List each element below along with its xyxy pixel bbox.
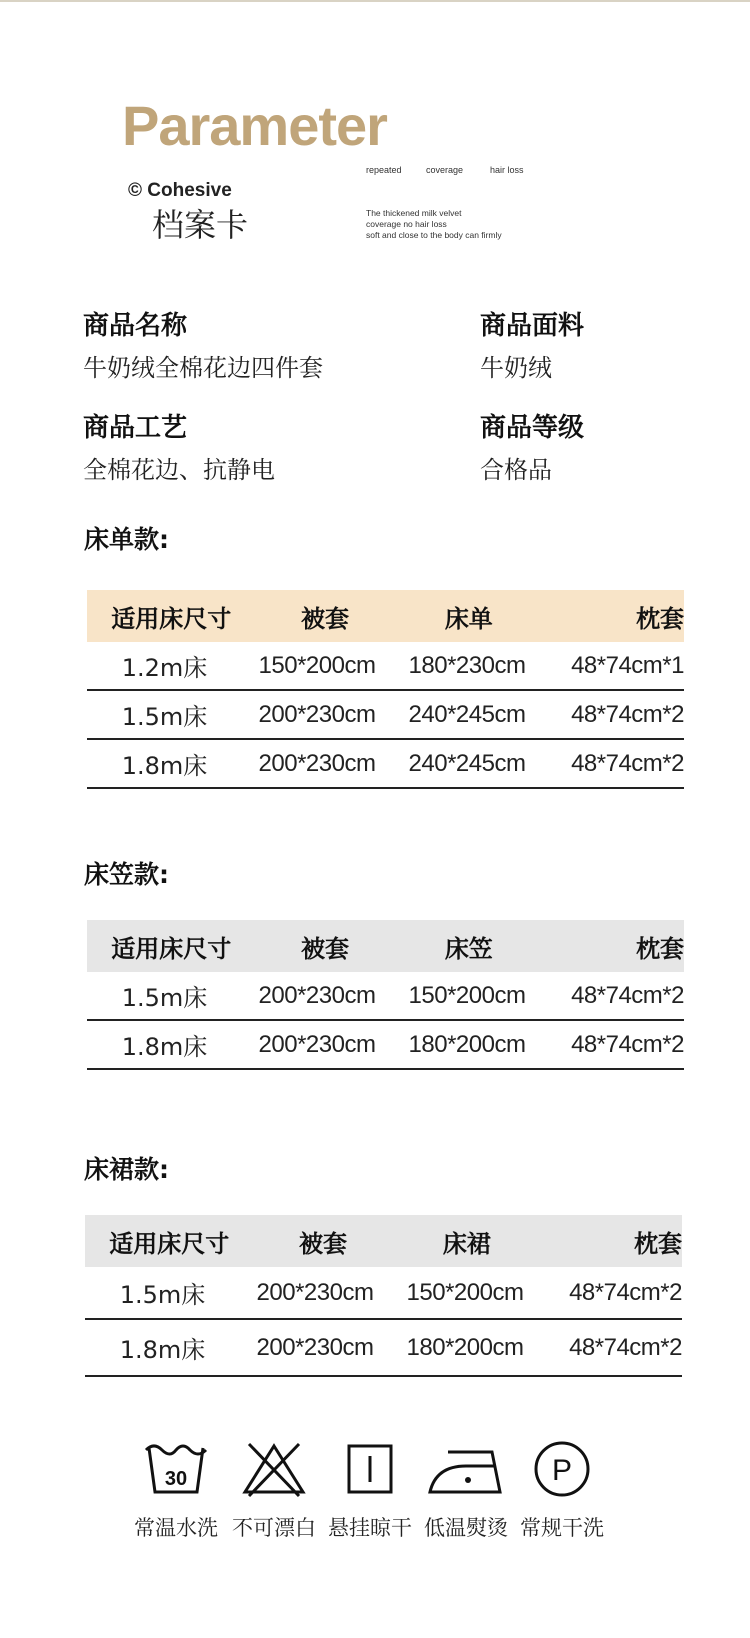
table-row — [87, 740, 684, 789]
care-label: 悬挂晾干 — [328, 1516, 412, 1540]
info-value: 全棉花边、抗静电 — [83, 456, 275, 484]
table-cell: 48*74cm*2 — [571, 749, 684, 777]
table-row — [85, 1267, 682, 1320]
table-cell: 200*230cm — [258, 700, 376, 728]
table-cell: 150*200cm — [406, 1278, 524, 1306]
table-row — [87, 642, 684, 691]
table-cell: 200*230cm — [258, 749, 376, 777]
table-cell: 48*74cm*2 — [569, 1333, 682, 1361]
size-table-skirt — [85, 1215, 682, 1377]
table-row — [87, 972, 684, 1021]
section-title-fitted: 床笠款: — [84, 860, 169, 889]
info-label: 商品名称 — [83, 311, 188, 341]
header-cell: 床笠 — [444, 934, 493, 963]
dry-clean-p-icon — [529, 1440, 595, 1498]
info-label: 商品面料 — [480, 311, 585, 341]
info-craft — [83, 407, 275, 485]
wash-30-icon — [143, 1440, 209, 1498]
info-value: 合格品 — [480, 456, 552, 484]
table-row — [85, 1320, 682, 1377]
description-line: coverage no hair loss — [366, 219, 447, 229]
hang-dry-icon — [337, 1440, 403, 1498]
wash-temperature: 30 — [164, 1468, 188, 1490]
care-label: 常温水洗 — [134, 1516, 218, 1540]
info-value: 牛奶绒全棉花边四件套 — [83, 354, 323, 382]
page-title: Parameter — [122, 94, 387, 157]
no-bleach-icon — [241, 1440, 307, 1498]
table-cell: 48*74cm*2 — [571, 1030, 684, 1058]
care-label: 低温熨烫 — [424, 1516, 508, 1540]
care-iron — [416, 1440, 516, 1542]
table-cell: 180*230cm — [408, 651, 526, 679]
info-fabric — [480, 305, 584, 383]
info-value: 牛奶绒 — [480, 354, 552, 382]
size-table-fitted — [87, 920, 684, 1070]
table-header — [87, 590, 684, 642]
care-wash — [126, 1440, 226, 1542]
table-cell: 48*74cm*1 — [571, 651, 684, 679]
info-grade — [480, 407, 584, 485]
brand-name: © Cohesive — [128, 180, 232, 201]
low-iron-icon — [426, 1440, 506, 1498]
section-title-sheet: 床单款: — [84, 525, 169, 554]
header-cell: 床裙 — [442, 1229, 491, 1258]
care-label: 常规干洗 — [520, 1516, 604, 1540]
table-cell: 180*200cm — [406, 1333, 524, 1361]
table-cell: 1.5m床 — [119, 1281, 206, 1309]
info-label: 商品工艺 — [83, 413, 188, 443]
table-cell: 1.8m床 — [121, 1033, 208, 1061]
table-cell: 48*74cm*2 — [571, 981, 684, 1009]
care-bleach — [224, 1440, 324, 1542]
table-cell: 48*74cm*2 — [569, 1278, 682, 1306]
header-cell: 被套 — [301, 934, 350, 963]
header-cell: 被套 — [299, 1229, 348, 1258]
section-title-skirt: 床裙款: — [84, 1155, 169, 1184]
table-cell: 1.8m床 — [121, 752, 208, 780]
table-row — [87, 691, 684, 740]
table-header — [87, 920, 684, 972]
header-cell: 床单 — [444, 604, 493, 633]
care-dryclean — [512, 1440, 612, 1542]
description-line: soft and close to the body can firmly — [366, 230, 502, 240]
header-cell: 枕套 — [634, 1229, 683, 1258]
table-header — [85, 1215, 682, 1267]
table-cell: 240*245cm — [408, 749, 526, 777]
feature-description — [366, 208, 502, 241]
care-dry — [320, 1440, 420, 1542]
table-cell: 200*230cm — [258, 1030, 376, 1058]
feature-tag: coverage — [426, 165, 464, 175]
header-cell: 被套 — [301, 604, 350, 633]
feature-tag: repeated — [366, 165, 402, 175]
dry-clean-letter: P — [551, 1454, 573, 1487]
top-divider — [0, 0, 750, 2]
description-line: The thickened milk velvet — [366, 208, 462, 218]
table-cell: 200*230cm — [258, 981, 376, 1009]
feature-tag: hair loss — [490, 165, 524, 175]
info-product-name — [83, 305, 323, 383]
size-table-sheet — [87, 590, 684, 789]
page-subtitle: 档案卡 — [152, 206, 249, 244]
care-label: 不可漂白 — [232, 1516, 316, 1540]
table-cell: 150*200cm — [258, 651, 376, 679]
table-cell: 1.8m床 — [119, 1336, 206, 1364]
header-cell: 枕套 — [636, 934, 685, 963]
table-cell: 200*230cm — [256, 1333, 374, 1361]
table-cell: 200*230cm — [256, 1278, 374, 1306]
table-cell: 1.5m床 — [121, 703, 208, 731]
table-cell: 180*200cm — [408, 1030, 526, 1058]
care-instructions — [0, 1440, 750, 1570]
table-cell: 240*245cm — [408, 700, 526, 728]
table-row — [87, 1021, 684, 1070]
header-cell: 适用床尺寸 — [109, 1229, 230, 1258]
table-cell: 150*200cm — [408, 981, 526, 1009]
header-cell: 适用床尺寸 — [111, 604, 232, 633]
header-cell: 适用床尺寸 — [111, 934, 232, 963]
table-cell: 1.2m床 — [121, 654, 208, 682]
table-cell: 48*74cm*2 — [571, 700, 684, 728]
table-cell: 1.5m床 — [121, 984, 208, 1012]
header-cell: 枕套 — [636, 604, 685, 633]
info-label: 商品等级 — [480, 413, 585, 443]
